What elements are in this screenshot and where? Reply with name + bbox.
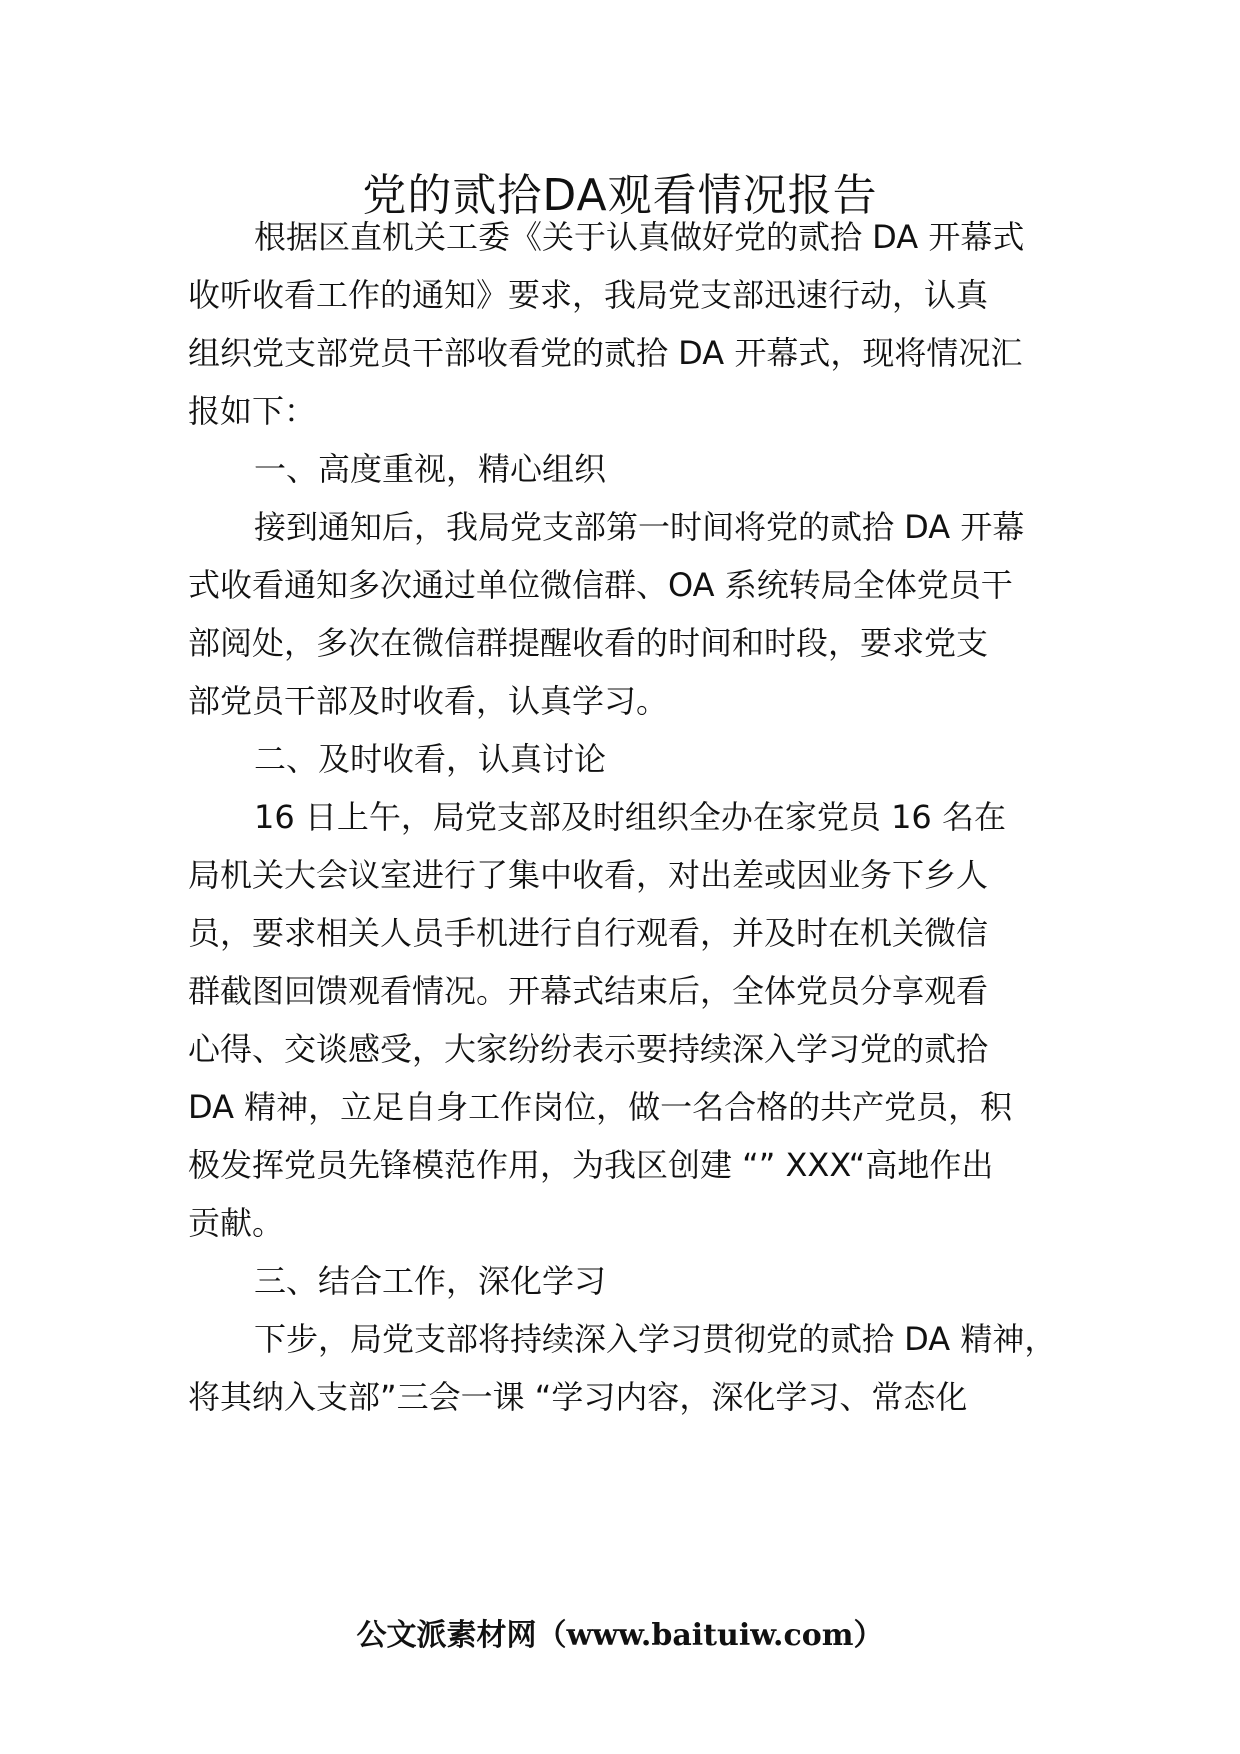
- section-heading: 一、高度重视，精心组织: [254, 450, 607, 488]
- paragraph-line: 式收看通知多次通过单位微信群、OA 系统转局全体党员干: [188, 566, 1013, 604]
- section-heading: 二、及时收看，认真讨论: [254, 740, 607, 778]
- paragraph-line: 局机关大会议室进行了集中收看，对出差或因业务下乡人: [188, 856, 989, 894]
- paragraph-line: 组织党支部党员干部收看党的贰拾 DA 开幕式，现将情况汇: [188, 334, 1023, 372]
- paragraph-line: 将其纳入支部”三会一课 “学习内容，深化学习、常态化: [188, 1378, 968, 1416]
- paragraph-line: 部阅处，多次在微信群提醒收看的时间和时段，要求党支: [188, 624, 989, 662]
- paragraph-line: 接到通知后，我局党支部第一时间将党的贰拾 DA 开幕: [254, 508, 1025, 546]
- paragraph-line: 报如下：: [188, 392, 317, 430]
- document-title: 党的贰拾DA观看情况报告: [362, 170, 878, 221]
- paragraph-line: 下步，局党支部将持续深入学习贯彻党的贰拾 DA 精神，: [254, 1320, 1057, 1358]
- paragraph-line: 16 日上午，局党支部及时组织全办在家党员 16 名在: [254, 798, 1006, 836]
- paragraph-line: 收听收看工作的通知》要求，我局党支部迅速行动，认真: [188, 276, 989, 314]
- paragraph-line: 根据区直机关工委《关于认真做好党的贰拾 DA 开幕式: [254, 218, 1025, 256]
- paragraph-line: 极发挥党员先锋模范作用，为我区创建 “” XXX“高地作出: [188, 1146, 994, 1184]
- paragraph-line: DA 精神，立足自身工作岗位，做一名合格的共产党员，积: [188, 1088, 1013, 1126]
- paragraph-line: 部党员干部及时收看，认真学习。: [188, 682, 669, 720]
- paragraph-line: 贡献。: [188, 1204, 285, 1242]
- paragraph-line: 员，要求相关人员手机进行自行观看，并及时在机关微信: [188, 914, 989, 952]
- footer-watermark: 公文派素材网（www.baituiw.com）: [356, 1618, 884, 1653]
- paragraph-line: 心得、交谈感受，大家纷纷表示要持续深入学习党的贰拾: [188, 1030, 989, 1068]
- section-heading: 三、结合工作，深化学习: [254, 1262, 607, 1300]
- paragraph-line: 群截图回馈观看情况。开幕式结束后，全体党员分享观看: [188, 972, 989, 1010]
